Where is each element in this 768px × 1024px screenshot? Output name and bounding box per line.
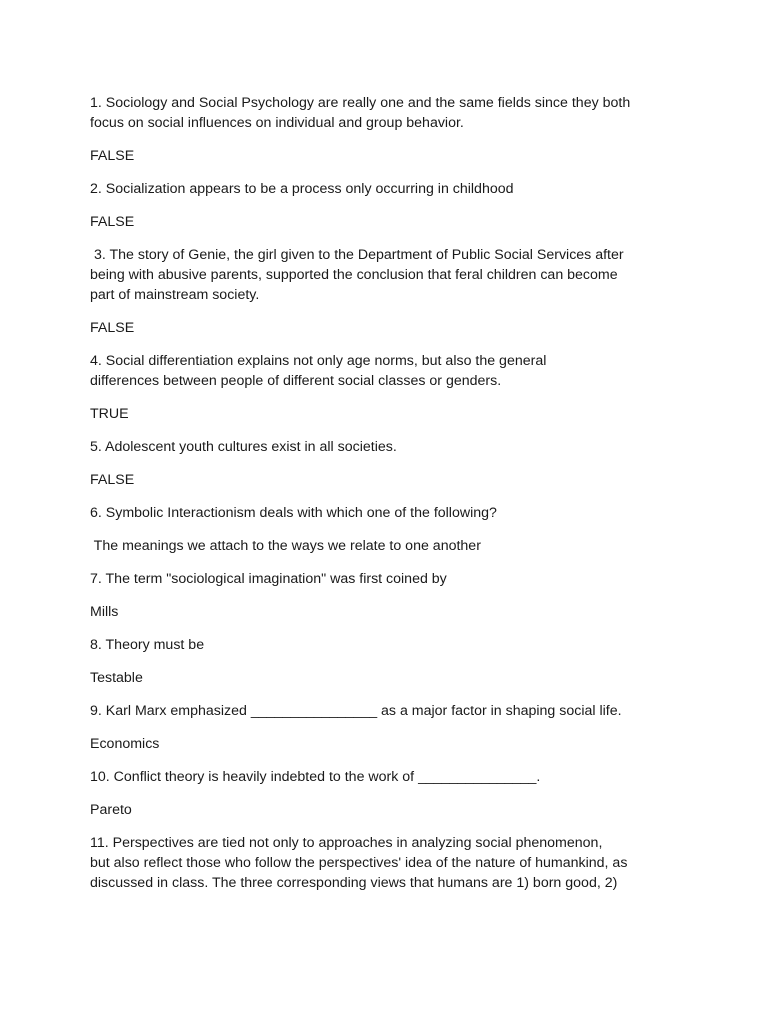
question-text-line: discussed in class. The three corresponding views that humans are 1) born good, 2): [90, 875, 618, 891]
question-1: [90, 93, 690, 133]
question-text-line: 10. Conflict theory is heavily indebted to the work of _______________.: [90, 769, 541, 785]
answer-text: FALSE: [90, 320, 135, 336]
question-text-line: 3. The story of Genie, the girl given to the Department of Public Social Services after: [90, 247, 624, 263]
question-text-line: but also reflect those who follow the perspectives' idea of the nature of humankind, as: [90, 855, 628, 871]
question-6: [90, 503, 690, 523]
answer-9: [90, 734, 690, 754]
question-text-line: 1. Sociology and Social Psychology are really one and the same fields since they both: [90, 95, 631, 111]
question-3: [90, 245, 690, 305]
question-9: [90, 701, 690, 721]
answer-5: [90, 470, 690, 490]
answer-text: The meanings we attach to the ways we relate to one another: [90, 538, 481, 554]
question-text-line: 11. Perspectives are tied not only to approaches in analyzing social phenomenon,: [90, 835, 603, 851]
question-text-line: 6. Symbolic Interactionism deals with which one of the following?: [90, 505, 497, 521]
question-text-line: 7. The term "sociological imagination" was first coined by: [90, 571, 447, 587]
question-text-line: 5. Adolescent youth cultures exist in all societies.: [90, 439, 397, 455]
answer-1: [90, 146, 690, 166]
answer-text: Pareto: [90, 802, 132, 818]
document-page: [90, 93, 690, 906]
question-10: [90, 767, 690, 787]
question-5: [90, 437, 690, 457]
answer-text: Economics: [90, 736, 160, 752]
answer-text: FALSE: [90, 148, 135, 164]
question-4: [90, 351, 690, 391]
question-text-line: being with abusive parents, supported the conclusion that feral children can become: [90, 267, 618, 283]
answer-7: [90, 602, 690, 622]
answer-text: FALSE: [90, 472, 135, 488]
answer-6: [90, 536, 690, 556]
answer-3: [90, 318, 690, 338]
answer-4: [90, 404, 690, 424]
answer-8: [90, 668, 690, 688]
question-text-line: part of mainstream society.: [90, 287, 260, 303]
question-text-line: 4. Social differentiation explains not only age norms, but also the general: [90, 353, 547, 369]
answer-2: [90, 212, 690, 232]
answer-text: FALSE: [90, 214, 135, 230]
question-7: [90, 569, 690, 589]
question-text-line: 8. Theory must be: [90, 637, 205, 653]
answer-10: [90, 800, 690, 820]
answer-text: Testable: [90, 670, 143, 686]
question-2: [90, 179, 690, 199]
question-text-line: 2. Socialization appears to be a process only occurring in childhood: [90, 181, 514, 197]
answer-text: Mills: [90, 604, 119, 620]
question-11: [90, 833, 690, 893]
question-text-line: focus on social influences on individual and group behavior.: [90, 115, 464, 131]
question-text-line: 9. Karl Marx emphasized ________________ as a major factor in shaping social life.: [90, 703, 622, 719]
question-8: [90, 635, 690, 655]
answer-text: TRUE: [90, 406, 129, 422]
question-text-line: differences between people of different social classes or genders.: [90, 373, 502, 389]
